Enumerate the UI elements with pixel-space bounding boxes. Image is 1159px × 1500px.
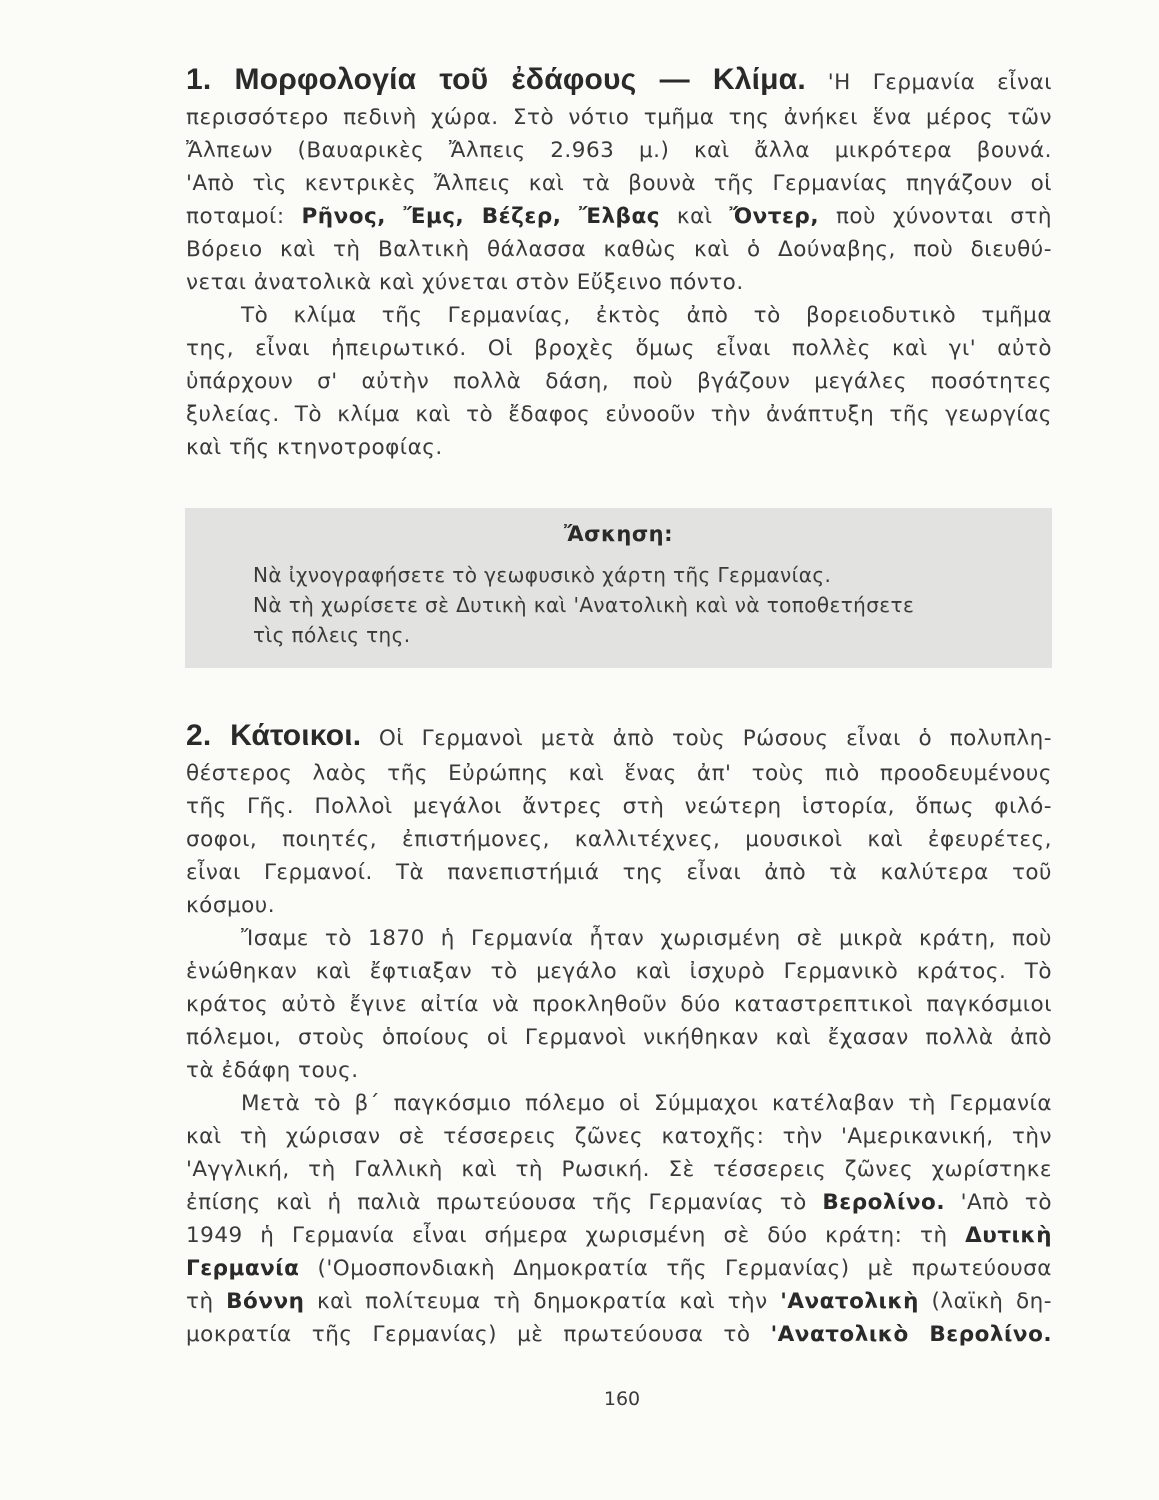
- text-line-west-germany: [186, 1219, 1052, 1252]
- text-line: θέστερος λαὸς τῆς Εὐρώπης καὶ ἕνας ἀπ' τοὺς πιὸ προοδευμένους: [186, 761, 1052, 786]
- text-fragment: καὶ πολίτευμα τὴ δημοκρατία καὶ τὴν: [317, 1289, 768, 1314]
- exercise-title: Ἄσκηση:: [563, 522, 674, 546]
- text-line: 'Αγγλική, τὴ Γαλλικὴ καὶ τὴ Ρωσική. Σὲ τέσσερεις ζῶνες χωρίστηκε: [186, 1157, 1052, 1182]
- bonn-bold: Βόννη: [226, 1289, 305, 1314]
- section-1-geography-climate: [186, 62, 1052, 464]
- text-line-bonn: [186, 1285, 1052, 1318]
- text-line: ὑπάρχουν σ' αὐτὴν πολλὰ δάση, ποὺ βγάζουν μεγάλες ποσότητες: [186, 369, 1052, 394]
- text-line: εἶναι Γερμανοί. Τὰ πανεπιστήμιά της εἶναι ἀπὸ τὰ καλύτερα τοῦ: [186, 860, 1052, 885]
- text-fragment: τὴ: [186, 1289, 214, 1314]
- river-oder-bold: Ὄντερ,: [729, 204, 819, 229]
- text-fragment: ποταμοί:: [186, 204, 285, 229]
- text-line: Μετὰ τὸ β΄ παγκόσμιο πόλεμο οἱ Σύμμαχοι κατέλαβαν τὴ Γερμανία: [241, 1091, 1052, 1116]
- east-berlin-bold: 'Ανατολικὸ Βερολίνο.: [770, 1322, 1053, 1347]
- germany-bold: Γερμανία: [186, 1256, 300, 1281]
- east-bold: 'Ανατολικὴ: [780, 1289, 919, 1314]
- text-fragment: 'Απὸ τὸ: [960, 1190, 1052, 1215]
- text-line: νεται ἀνατολικὰ καὶ χύνεται στὸν Εὔξεινο πόντο.: [186, 270, 744, 295]
- section-1-heading: 1. Μορφολογία τοῦ ἐδάφους — Κλίμα.: [186, 63, 806, 96]
- text-fragment: (λαϊκὴ δη-: [931, 1289, 1053, 1314]
- text-line: Ἴσαμε τὸ 1870 ἡ Γερμανία ἦταν χωρισμένη σὲ μικρὰ κράτη, ποὺ: [241, 926, 1052, 951]
- text-line: τῆς Γῆς. Πολλοὶ μεγάλοι ἄντρες στὴ νεώτερη ἱστορία, ὅπως φιλό-: [186, 794, 1052, 819]
- text-line: Βόρειο καὶ τὴ Βαλτικὴ θάλασσα καθὼς καὶ ὁ Δούναβης, ποὺ διευθύ-: [186, 237, 1052, 262]
- rivers-bold: Ρῆνος, Ἔμς, Βέζερ, Ἔλβας: [301, 204, 660, 229]
- exercise-line: τὶς πόλεις της.: [253, 623, 411, 647]
- text-line: ἑνώθηκαν καὶ ἔφτιαξαν τὸ μεγάλο καὶ ἰσχυρὸ Γερμανικὸ κράτος. Τὸ: [186, 959, 1052, 984]
- section-2-inhabitants: [186, 718, 1052, 1351]
- text-fragment: καὶ: [676, 204, 713, 229]
- section-1-first-line: [186, 62, 1052, 101]
- text-fragment: μοκρατία τῆς Γερμανίας) μὲ πρωτεύουσα τὸ: [186, 1322, 751, 1347]
- text-line: καὶ τῆς κτηνοτροφίας.: [186, 435, 443, 460]
- section-2-heading: 2. Κάτοικοι.: [186, 719, 362, 752]
- text-line: περισσότερο πεδινὴ χώρα. Στὸ νότιο τμῆμα της ἀνήκει ἕνα μέρος τῶν: [186, 105, 1052, 130]
- text-fragment: 1949 ἡ Γερμανία εἶναι σήμερα χωρισμένη σὲ δύο κράτη: τὴ: [186, 1223, 948, 1248]
- text-line: καὶ τὴ χώρισαν σὲ τέσσερεις ζῶνες κατοχῆς: τὴν 'Αμερικανική, τὴν: [186, 1124, 1052, 1149]
- page-number: 160: [603, 1388, 641, 1410]
- berlin-bold: Βερολίνο.: [822, 1190, 945, 1215]
- text-line: σοφοι, ποιητές, ἐπιστήμονες, καλλιτέχνες, μουσικοὶ καὶ ἐφευρέτες,: [186, 827, 1052, 852]
- text-line-berlin: [186, 1186, 1052, 1219]
- text-line: κόσμου.: [186, 893, 276, 918]
- text-line-frg: [186, 1252, 1052, 1285]
- west-bold: Δυτικὴ: [965, 1223, 1052, 1248]
- exercise-line: Νὰ ἰχνογραφήσετε τὸ γεωφυσικὸ χάρτη τῆς Γερμανίας.: [253, 563, 832, 587]
- text-line: ξυλείας. Τὸ κλίμα καὶ τὸ ἔδαφος εὐνοοῦν τὴν ἀνάπτυξη τῆς γεωργίας: [186, 402, 1052, 427]
- text-line: 'Η Γερμανία εἶναι: [827, 70, 1053, 95]
- section-2-first-line: [186, 718, 1052, 757]
- text-line: κράτος αὐτὸ ἔγινε αἰτία νὰ προκληθοῦν δύο καταστρεπτικοὶ παγκόσμιοι: [186, 992, 1052, 1017]
- text-line-rivers: [186, 200, 1052, 233]
- text-fragment: Οἱ Γερμανοὶ μετὰ ἀπὸ τοὺς Ρώσους εἶναι ὁ πολυπλη-: [378, 726, 1053, 751]
- text-fragment: ποὺ χύνονται στὴ: [835, 204, 1052, 229]
- exercise-box: [185, 508, 1052, 668]
- text-line: πόλεμοι, στοὺς ὁποίους οἱ Γερμανοὶ νικήθηκαν καὶ ἔχασαν πολλὰ ἀπὸ: [186, 1025, 1052, 1050]
- text-line: τὰ ἐδάφη τους.: [186, 1058, 359, 1083]
- text-line-east-berlin: [186, 1318, 1052, 1351]
- text-line: της, εἶναι ἠπειρωτικό. Οἱ βροχὲς ὅμως εἶναι πολλὲς καὶ γι' αὐτὸ: [186, 336, 1052, 361]
- text-line: 'Απὸ τὶς κεντρικὲς Ἄλπεις καὶ τὰ βουνὰ τῆς Γερμανίας πηγάζουν οἱ: [186, 171, 1052, 196]
- exercise-text: [253, 560, 914, 650]
- exercise-line: Νὰ τὴ χωρίσετε σὲ Δυτικὴ καὶ 'Ανατολικὴ καὶ νὰ τοποθετήσετε: [253, 593, 915, 617]
- text-line: Τὸ κλίμα τῆς Γερμανίας, ἐκτὸς ἀπὸ τὸ βορειοδυτικὸ τμῆμα: [241, 303, 1052, 328]
- text-fragment: ἐπίσης καὶ ἡ παλιὰ πρωτεύουσα τῆς Γερμανίας τὸ: [186, 1190, 807, 1215]
- text-line: Ἄλπεων (Βαυαρικὲς Ἄλπεις 2.963 μ.) καὶ ἄλλα μικρότερα βουνά.: [186, 138, 1052, 163]
- text-fragment: ('Ομοσπονδιακὴ Δημοκρατία τῆς Γερμανίας) μὲ πρωτεύουσα: [317, 1256, 1052, 1281]
